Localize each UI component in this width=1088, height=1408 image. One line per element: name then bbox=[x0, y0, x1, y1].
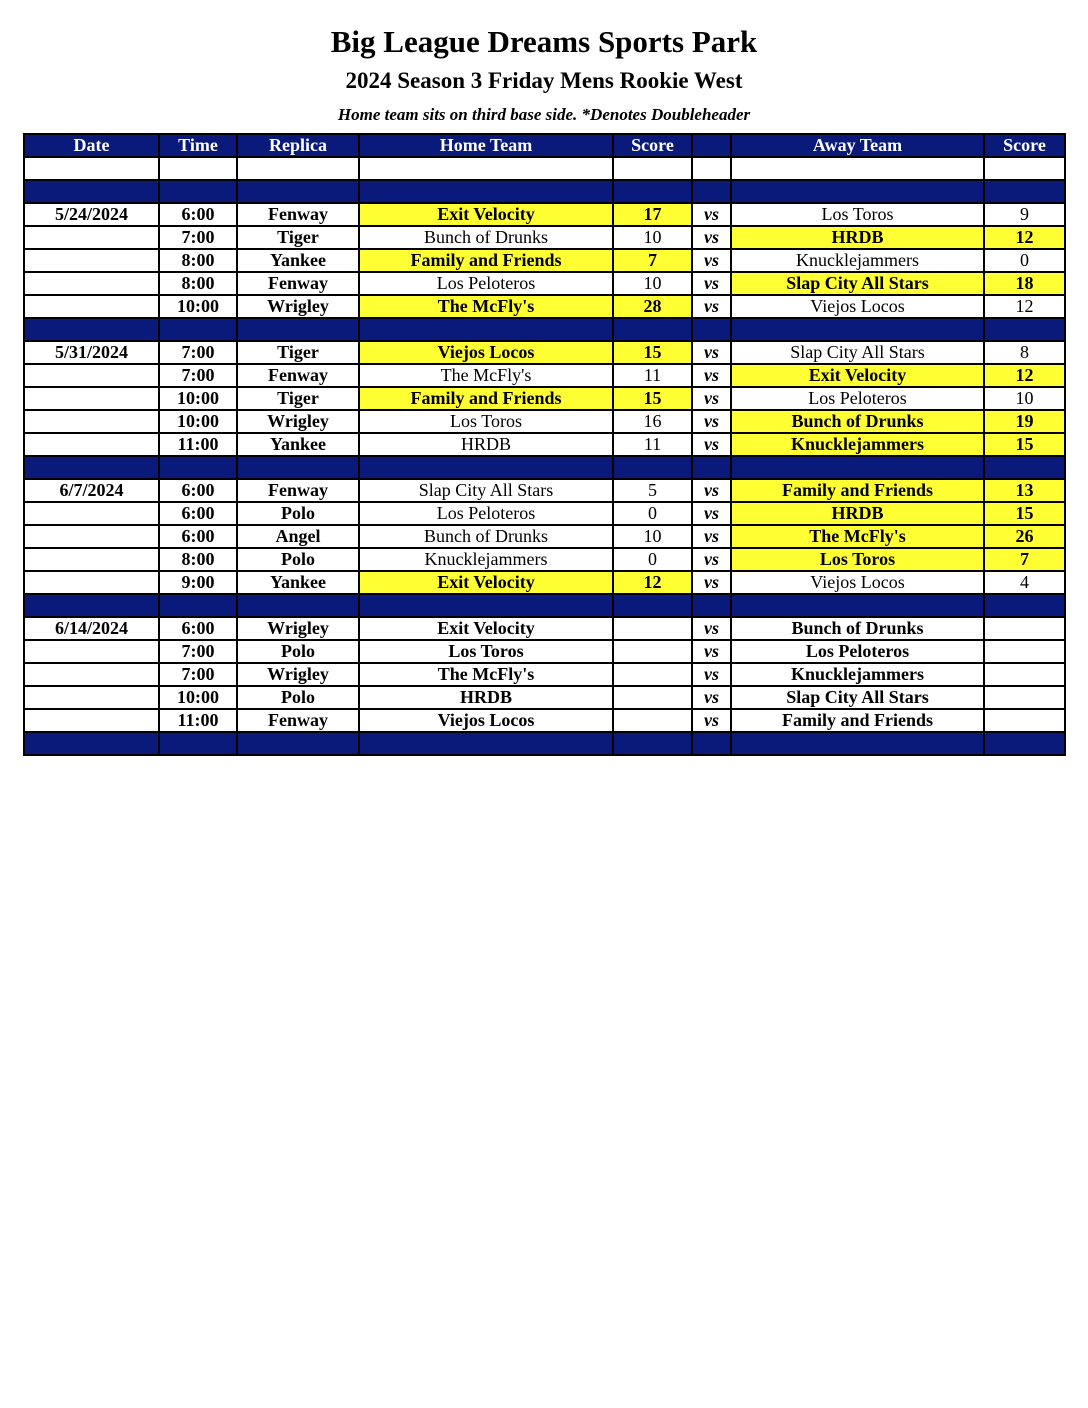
away-team: HRDB bbox=[731, 226, 984, 249]
week-separator-row-cell bbox=[359, 732, 613, 755]
week-separator-row-cell bbox=[692, 180, 731, 203]
away-score: 7 bbox=[984, 548, 1065, 571]
vs-label: vs bbox=[692, 387, 731, 410]
home-score: 16 bbox=[613, 410, 692, 433]
week-separator-row-cell bbox=[24, 456, 159, 479]
away-score bbox=[984, 663, 1065, 686]
away-score bbox=[984, 709, 1065, 732]
week-separator-row-cell bbox=[692, 456, 731, 479]
game-replica: Polo bbox=[237, 686, 359, 709]
week-separator-row-cell bbox=[692, 732, 731, 755]
table-row bbox=[24, 548, 1065, 571]
table-row bbox=[24, 295, 1065, 318]
home-score: 10 bbox=[613, 272, 692, 295]
week-separator-row-cell bbox=[24, 594, 159, 617]
home-score bbox=[613, 617, 692, 640]
game-replica: Wrigley bbox=[237, 617, 359, 640]
game-replica: Polo bbox=[237, 548, 359, 571]
home-score: 5 bbox=[613, 479, 692, 502]
game-date bbox=[24, 249, 159, 272]
table-row bbox=[24, 709, 1065, 732]
home-score: 0 bbox=[613, 548, 692, 571]
home-team: HRDB bbox=[359, 433, 613, 456]
game-time: 7:00 bbox=[159, 341, 237, 364]
home-team: Los Peloteros bbox=[359, 502, 613, 525]
away-score: 12 bbox=[984, 364, 1065, 387]
vs-label: vs bbox=[692, 249, 731, 272]
home-score: 10 bbox=[613, 226, 692, 249]
week-separator-row-cell bbox=[159, 594, 237, 617]
game-date: 6/7/2024 bbox=[24, 479, 159, 502]
schedule-table bbox=[23, 133, 1066, 756]
away-team: Los Peloteros bbox=[731, 387, 984, 410]
vs-label: vs bbox=[692, 617, 731, 640]
vs-label: vs bbox=[692, 525, 731, 548]
home-score bbox=[613, 686, 692, 709]
home-team: Viejos Locos bbox=[359, 341, 613, 364]
away-team: Family and Friends bbox=[731, 709, 984, 732]
away-score: 18 bbox=[984, 272, 1065, 295]
page-subtitle: 2024 Season 3 Friday Mens Rookie West bbox=[345, 68, 743, 93]
column-header-home-score: Score bbox=[613, 134, 692, 157]
game-date bbox=[24, 525, 159, 548]
vs-label: vs bbox=[692, 226, 731, 249]
week-separator-row-cell bbox=[984, 732, 1065, 755]
home-team: Bunch of Drunks bbox=[359, 226, 613, 249]
game-date bbox=[24, 502, 159, 525]
game-time: 11:00 bbox=[159, 709, 237, 732]
game-time: 7:00 bbox=[159, 663, 237, 686]
away-score bbox=[984, 640, 1065, 663]
home-team: Exit Velocity bbox=[359, 203, 613, 226]
game-date bbox=[24, 663, 159, 686]
game-time: 10:00 bbox=[159, 686, 237, 709]
game-replica: Fenway bbox=[237, 479, 359, 502]
game-date bbox=[24, 272, 159, 295]
week-separator-row-cell bbox=[237, 180, 359, 203]
week-separator-row-cell bbox=[359, 456, 613, 479]
home-team: Bunch of Drunks bbox=[359, 525, 613, 548]
home-score: 15 bbox=[613, 341, 692, 364]
game-time: 6:00 bbox=[159, 502, 237, 525]
away-team: Exit Velocity bbox=[731, 364, 984, 387]
week-separator-row-cell bbox=[24, 180, 159, 203]
game-date: 5/31/2024 bbox=[24, 341, 159, 364]
week-separator-row-cell bbox=[237, 732, 359, 755]
column-header-home-team: Home Team bbox=[359, 134, 613, 157]
home-team: Exit Velocity bbox=[359, 571, 613, 594]
week-separator-row-cell bbox=[237, 456, 359, 479]
game-replica: Polo bbox=[237, 502, 359, 525]
game-date bbox=[24, 433, 159, 456]
table-row bbox=[24, 433, 1065, 456]
week-separator-row bbox=[24, 732, 1065, 755]
week-separator-row-cell bbox=[24, 318, 159, 341]
game-time: 10:00 bbox=[159, 387, 237, 410]
game-time: 10:00 bbox=[159, 410, 237, 433]
away-score: 15 bbox=[984, 433, 1065, 456]
game-replica: Fenway bbox=[237, 709, 359, 732]
table-row bbox=[24, 203, 1065, 226]
game-date bbox=[24, 364, 159, 387]
week-separator-row-cell bbox=[984, 594, 1065, 617]
table-row bbox=[24, 249, 1065, 272]
week-separator-row bbox=[24, 456, 1065, 479]
vs-label: vs bbox=[692, 295, 731, 318]
away-score bbox=[984, 617, 1065, 640]
game-date bbox=[24, 686, 159, 709]
game-time: 7:00 bbox=[159, 640, 237, 663]
game-replica: Angel bbox=[237, 525, 359, 548]
game-replica: Polo bbox=[237, 640, 359, 663]
away-score bbox=[984, 686, 1065, 709]
game-time: 8:00 bbox=[159, 272, 237, 295]
week-separator-row-cell bbox=[24, 732, 159, 755]
game-date bbox=[24, 640, 159, 663]
home-team: Family and Friends bbox=[359, 249, 613, 272]
vs-label: vs bbox=[692, 686, 731, 709]
away-score: 12 bbox=[984, 295, 1065, 318]
home-score: 15 bbox=[613, 387, 692, 410]
away-team: Family and Friends bbox=[731, 479, 984, 502]
vs-label: vs bbox=[692, 548, 731, 571]
vs-label: vs bbox=[692, 272, 731, 295]
table-row bbox=[24, 410, 1065, 433]
home-score: 7 bbox=[613, 249, 692, 272]
home-score: 11 bbox=[613, 433, 692, 456]
game-time: 9:00 bbox=[159, 571, 237, 594]
away-team: Viejos Locos bbox=[731, 295, 984, 318]
blank-row-cell bbox=[731, 157, 984, 180]
away-score: 26 bbox=[984, 525, 1065, 548]
home-team: The McFly's bbox=[359, 364, 613, 387]
away-team: Slap City All Stars bbox=[731, 341, 984, 364]
away-team: Bunch of Drunks bbox=[731, 617, 984, 640]
column-header-vs bbox=[692, 134, 731, 157]
week-separator-row-cell bbox=[731, 180, 984, 203]
home-team: Los Peloteros bbox=[359, 272, 613, 295]
week-separator-row-cell bbox=[159, 456, 237, 479]
home-score: 11 bbox=[613, 364, 692, 387]
game-date bbox=[24, 709, 159, 732]
home-team: Los Toros bbox=[359, 410, 613, 433]
away-team: Bunch of Drunks bbox=[731, 410, 984, 433]
vs-label: vs bbox=[692, 203, 731, 226]
game-date bbox=[24, 548, 159, 571]
game-time: 6:00 bbox=[159, 479, 237, 502]
away-team: Knucklejammers bbox=[731, 433, 984, 456]
week-separator-row-cell bbox=[613, 318, 692, 341]
week-separator-row-cell bbox=[159, 180, 237, 203]
week-separator-row-cell bbox=[613, 594, 692, 617]
table-row bbox=[24, 272, 1065, 295]
away-score: 9 bbox=[984, 203, 1065, 226]
home-team: HRDB bbox=[359, 686, 613, 709]
game-time: 6:00 bbox=[159, 525, 237, 548]
home-score: 28 bbox=[613, 295, 692, 318]
home-team: Slap City All Stars bbox=[359, 479, 613, 502]
game-time: 6:00 bbox=[159, 617, 237, 640]
table-row bbox=[24, 525, 1065, 548]
home-team: Exit Velocity bbox=[359, 617, 613, 640]
game-time: 7:00 bbox=[159, 364, 237, 387]
blank-row-cell bbox=[613, 157, 692, 180]
home-score bbox=[613, 663, 692, 686]
away-team: The McFly's bbox=[731, 525, 984, 548]
column-header-replica: Replica bbox=[237, 134, 359, 157]
blank-row bbox=[24, 157, 1065, 180]
week-separator-row-cell bbox=[159, 732, 237, 755]
game-date bbox=[24, 295, 159, 318]
column-header-away-team: Away Team bbox=[731, 134, 984, 157]
week-separator-row-cell bbox=[984, 456, 1065, 479]
table-row bbox=[24, 341, 1065, 364]
game-time: 10:00 bbox=[159, 295, 237, 318]
game-time: 8:00 bbox=[159, 249, 237, 272]
away-team: Knucklejammers bbox=[731, 249, 984, 272]
home-score bbox=[613, 709, 692, 732]
away-score: 4 bbox=[984, 571, 1065, 594]
game-replica: Fenway bbox=[237, 364, 359, 387]
week-separator-row bbox=[24, 594, 1065, 617]
game-time: 6:00 bbox=[159, 203, 237, 226]
table-header-row bbox=[24, 134, 1065, 157]
vs-label: vs bbox=[692, 364, 731, 387]
schedule-body bbox=[24, 157, 1065, 755]
week-separator-row-cell bbox=[731, 456, 984, 479]
game-replica: Wrigley bbox=[237, 410, 359, 433]
table-row bbox=[24, 640, 1065, 663]
table-row bbox=[24, 387, 1065, 410]
home-team: The McFly's bbox=[359, 663, 613, 686]
table-row bbox=[24, 226, 1065, 249]
week-separator-row-cell bbox=[984, 180, 1065, 203]
home-team: Los Toros bbox=[359, 640, 613, 663]
game-replica: Wrigley bbox=[237, 295, 359, 318]
week-separator-row-cell bbox=[984, 318, 1065, 341]
week-separator-row-cell bbox=[613, 456, 692, 479]
game-date bbox=[24, 226, 159, 249]
vs-label: vs bbox=[692, 341, 731, 364]
vs-label: vs bbox=[692, 479, 731, 502]
blank-row-cell bbox=[984, 157, 1065, 180]
blank-row-cell bbox=[359, 157, 613, 180]
column-header-date: Date bbox=[24, 134, 159, 157]
game-date: 6/14/2024 bbox=[24, 617, 159, 640]
week-separator-row-cell bbox=[237, 318, 359, 341]
game-date: 5/24/2024 bbox=[24, 203, 159, 226]
table-row bbox=[24, 502, 1065, 525]
game-replica: Yankee bbox=[237, 433, 359, 456]
game-replica: Fenway bbox=[237, 272, 359, 295]
week-separator-row-cell bbox=[613, 732, 692, 755]
week-separator-row-cell bbox=[731, 732, 984, 755]
home-team: Family and Friends bbox=[359, 387, 613, 410]
game-replica: Yankee bbox=[237, 571, 359, 594]
game-time: 11:00 bbox=[159, 433, 237, 456]
away-score: 12 bbox=[984, 226, 1065, 249]
home-score bbox=[613, 640, 692, 663]
vs-label: vs bbox=[692, 410, 731, 433]
week-separator-row-cell bbox=[359, 180, 613, 203]
game-replica: Fenway bbox=[237, 203, 359, 226]
blank-row-cell bbox=[24, 157, 159, 180]
week-separator-row bbox=[24, 180, 1065, 203]
table-row bbox=[24, 479, 1065, 502]
away-team: Los Peloteros bbox=[731, 640, 984, 663]
week-separator-row-cell bbox=[692, 318, 731, 341]
week-separator-row-cell bbox=[237, 594, 359, 617]
column-header-away-score: Score bbox=[984, 134, 1065, 157]
week-separator-row bbox=[24, 318, 1065, 341]
home-score: 17 bbox=[613, 203, 692, 226]
week-separator-row-cell bbox=[731, 318, 984, 341]
away-team: Los Toros bbox=[731, 548, 984, 571]
game-replica: Tiger bbox=[237, 387, 359, 410]
game-replica: Yankee bbox=[237, 249, 359, 272]
home-score: 10 bbox=[613, 525, 692, 548]
table-row bbox=[24, 364, 1065, 387]
game-time: 8:00 bbox=[159, 548, 237, 571]
home-team: Knucklejammers bbox=[359, 548, 613, 571]
away-team: Knucklejammers bbox=[731, 663, 984, 686]
away-score: 15 bbox=[984, 502, 1065, 525]
week-separator-row-cell bbox=[359, 318, 613, 341]
vs-label: vs bbox=[692, 663, 731, 686]
blank-row-cell bbox=[159, 157, 237, 180]
home-score: 0 bbox=[613, 502, 692, 525]
vs-label: vs bbox=[692, 571, 731, 594]
week-separator-row-cell bbox=[731, 594, 984, 617]
home-score: 12 bbox=[613, 571, 692, 594]
vs-label: vs bbox=[692, 502, 731, 525]
week-separator-row-cell bbox=[692, 594, 731, 617]
away-team: Slap City All Stars bbox=[731, 272, 984, 295]
table-row bbox=[24, 571, 1065, 594]
blank-row-cell bbox=[237, 157, 359, 180]
week-separator-row-cell bbox=[613, 180, 692, 203]
away-score: 8 bbox=[984, 341, 1065, 364]
away-score: 13 bbox=[984, 479, 1065, 502]
game-replica: Tiger bbox=[237, 341, 359, 364]
vs-label: vs bbox=[692, 433, 731, 456]
away-score: 19 bbox=[984, 410, 1065, 433]
page-title: Big League Dreams Sports Park bbox=[330, 24, 758, 59]
table-row bbox=[24, 686, 1065, 709]
away-team: Los Toros bbox=[731, 203, 984, 226]
week-separator-row-cell bbox=[159, 318, 237, 341]
away-score: 10 bbox=[984, 387, 1065, 410]
table-row bbox=[24, 617, 1065, 640]
away-team: Viejos Locos bbox=[731, 571, 984, 594]
game-date bbox=[24, 387, 159, 410]
week-separator-row-cell bbox=[359, 594, 613, 617]
vs-label: vs bbox=[692, 709, 731, 732]
away-score: 0 bbox=[984, 249, 1065, 272]
column-header-time: Time bbox=[159, 134, 237, 157]
blank-row-cell bbox=[692, 157, 731, 180]
away-team: HRDB bbox=[731, 502, 984, 525]
game-date bbox=[24, 571, 159, 594]
game-date bbox=[24, 410, 159, 433]
game-time: 7:00 bbox=[159, 226, 237, 249]
schedule-note: Home team sits on third base side. *Denotes Doubleheader bbox=[337, 105, 751, 124]
home-team: The McFly's bbox=[359, 295, 613, 318]
game-replica: Wrigley bbox=[237, 663, 359, 686]
game-replica: Tiger bbox=[237, 226, 359, 249]
away-team: Slap City All Stars bbox=[731, 686, 984, 709]
table-row bbox=[24, 663, 1065, 686]
home-team: Viejos Locos bbox=[359, 709, 613, 732]
vs-label: vs bbox=[692, 640, 731, 663]
